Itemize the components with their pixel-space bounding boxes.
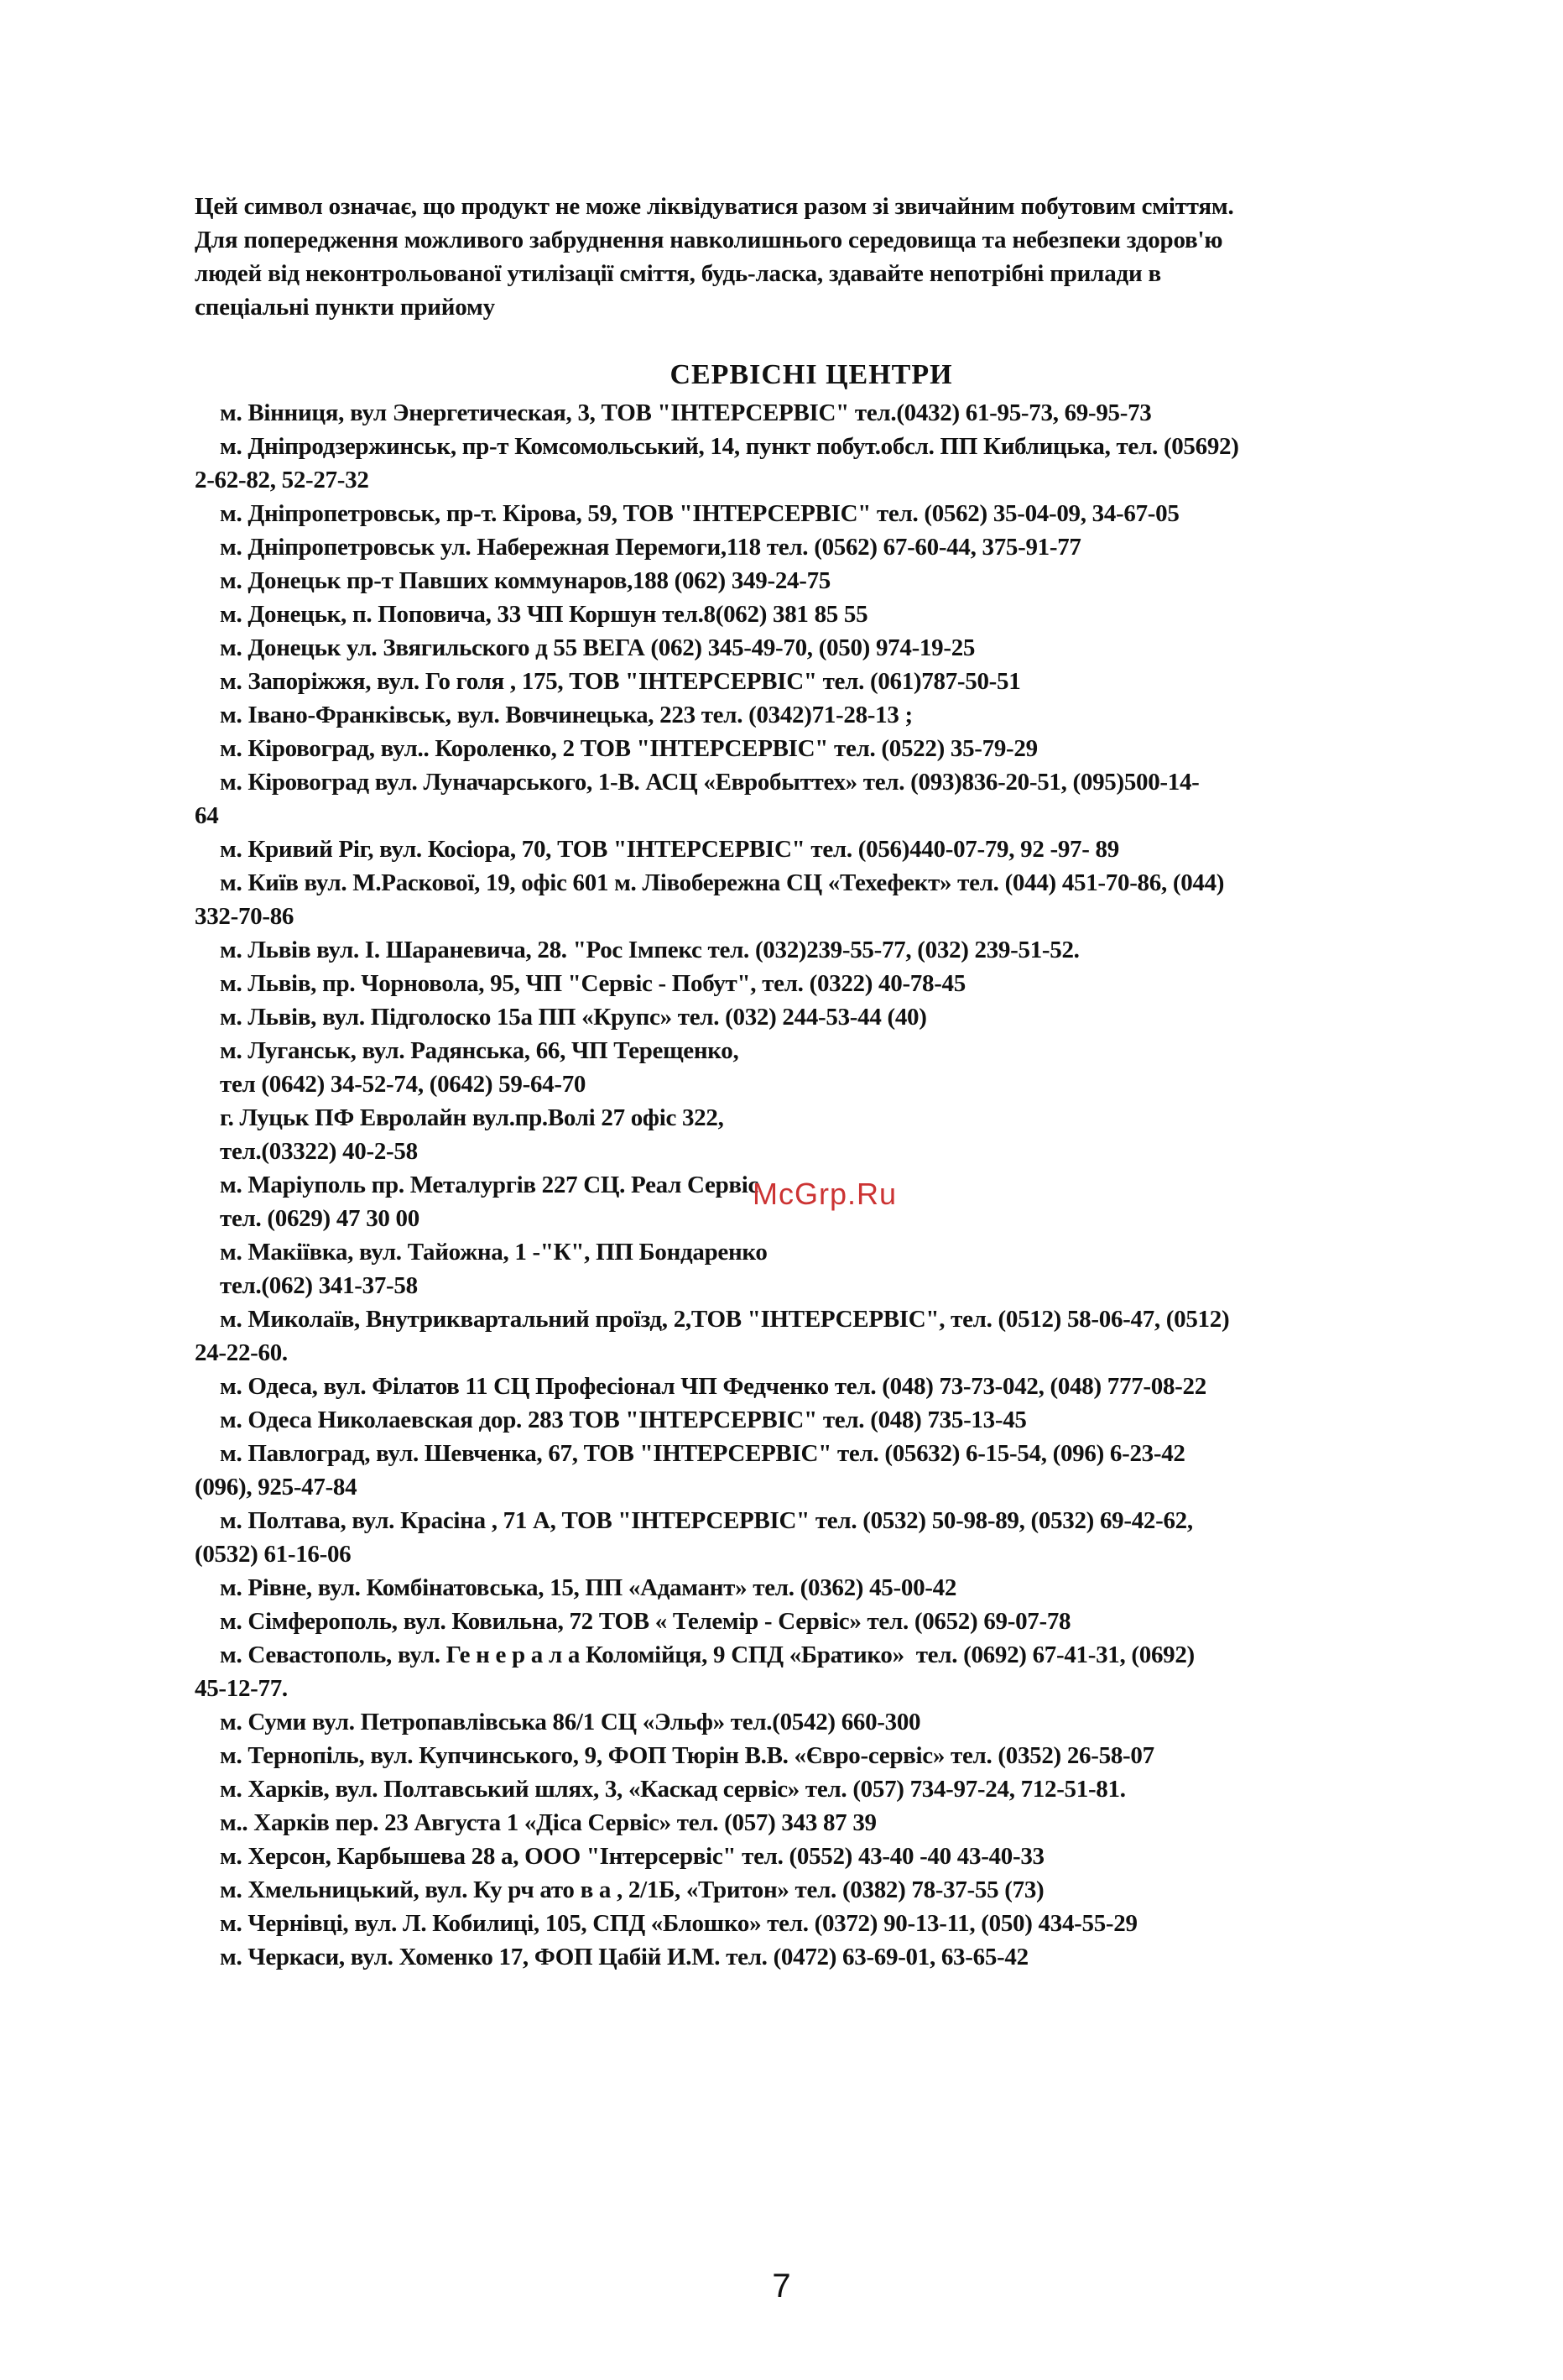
service-center-line: м. Дніпропетровськ ул. Набережная Перемоги,118 тел. (0562) 67-60-44, 375-91-77 xyxy=(220,534,1081,561)
service-center-entry xyxy=(195,497,1403,530)
service-centers-heading: СЕРВІСНІ ЦЕНТРИ xyxy=(669,359,953,390)
service-center-entry xyxy=(195,1840,1403,1873)
service-center-entry xyxy=(195,530,1403,564)
service-center-line: м. Київ вул. М.Раскової, 19, офіс 601 м. Лівобережна СЦ «Техефект» тел. (044) 451-70-86, (044) xyxy=(220,869,1225,896)
service-center-entry xyxy=(195,1772,1403,1806)
service-center-entry xyxy=(195,967,1403,1000)
service-center-entry xyxy=(195,1403,1403,1437)
service-center-continuation: тел. (0629) 47 30 00 xyxy=(220,1205,419,1232)
service-center-continuation: 45-12-77. xyxy=(195,1675,288,1702)
service-center-line: м. Рівне, вул. Комбінатовська, 15, ПП «Адамант» тел. (0362) 45-00-42 xyxy=(220,1574,957,1601)
service-center-line: м. Тернопіль, вул. Купчинського, 9, ФОП Тюрін В.В. «Євро-сервіс» тел. (0352) 26-58-07 xyxy=(220,1742,1154,1769)
service-center-entry xyxy=(195,1101,1403,1168)
service-center-continuation: 24-22-60. xyxy=(195,1339,288,1366)
service-center-entry xyxy=(195,866,1403,933)
service-center-entry xyxy=(195,1504,1403,1571)
service-center-entry xyxy=(195,1571,1403,1605)
service-center-line: м. Суми вул. Петропавлівська 86/1 СЦ «Эльф» тел.(0542) 660-300 xyxy=(220,1709,921,1735)
service-center-line: м. Вінниця, вул Энергетическая, 3, ТОВ "ІНТЕРСЕРВІС" тел.(0432) 61-95-73, 69-95-73 xyxy=(220,399,1152,426)
service-center-continuation: (0532) 61-16-06 xyxy=(195,1541,352,1568)
service-center-line: м. Львів вул. І. Шараневича, 28. "Рос Імпекс тел. (032)239-55-77, (032) 239-51-52. xyxy=(220,937,1080,963)
service-center-entry xyxy=(195,1034,1403,1101)
service-center-line: м. Миколаїв, Внутриквартальний проїзд, 2,ТОВ "ІНТЕРСЕРВІС", тел. (0512) 58-06-47, (0512) xyxy=(220,1306,1230,1333)
service-center-line: м. Луганськ, вул. Радянська, 66, ЧП Терещенко, xyxy=(220,1037,739,1064)
watermark: McGrp.Ru xyxy=(753,1177,898,1211)
service-center-line: м. Макіївка, вул. Тайожна, 1 -"К", ПП Бондаренко xyxy=(220,1239,768,1266)
service-center-entry xyxy=(195,1605,1403,1638)
service-center-entry xyxy=(195,1806,1403,1840)
service-center-entry xyxy=(195,598,1403,631)
service-center-entry xyxy=(195,732,1403,765)
service-center-line: м. Донецьк ул. Звягильского д 55 ВЕГА (062) 345-49-70, (050) 974-19-25 xyxy=(220,634,976,661)
service-center-line: м. Донецьк, п. Поповича, 33 ЧП Коршун тел.8(062) 381 85 55 xyxy=(220,601,868,628)
service-center-line: м. Івано-Франківськ, вул. Вовчинецька, 223 тел. (0342)71-28-13 ; xyxy=(220,702,913,728)
service-center-entry xyxy=(195,765,1403,832)
service-center-continuation: тел (0642) 34-52-74, (0642) 59-64-70 xyxy=(220,1071,586,1098)
service-center-line: г. Луцьк ПФ Евролайн вул.пр.Волі 27 офіс 322, xyxy=(220,1104,724,1131)
service-center-line: м. Кривий Ріг, вул. Косіора, 70, ТОВ "ІНТЕРСЕРВІС" тел. (056)440-07-79, 92 -97- 89 xyxy=(220,836,1119,863)
service-center-entry xyxy=(195,631,1403,665)
service-center-entry xyxy=(195,430,1403,497)
service-center-line: м. Одеса, вул. Філатов 11 СЦ Професіонал ЧП Федченко тел. (048) 73-73-042, (048) 777-08-22 xyxy=(220,1373,1206,1400)
service-center-entry xyxy=(195,1235,1403,1302)
service-center-entry xyxy=(195,1873,1403,1907)
service-center-entry xyxy=(195,1437,1403,1504)
service-center-line: м. Донецьк пр-т Павших коммунаров,188 (062) 349-24-75 xyxy=(220,567,831,594)
service-center-entry xyxy=(195,1739,1403,1772)
service-center-line: м. Одеса Николаевская дор. 283 ТОВ "ІНТЕРСЕРВІС" тел. (048) 735-13-45 xyxy=(220,1407,1027,1433)
service-center-entry xyxy=(195,1638,1403,1705)
service-center-line: м. Павлоград, вул. Шевченка, 67, ТОВ "ІНТЕРСЕРВІС" тел. (05632) 6-15-54, (096) 6-23-42 xyxy=(220,1440,1185,1467)
service-center-line: м. Кіровоград вул. Луначарського, 1-В. АСЦ «Евробыттех» тел. (093)836-20-51, (095)500-14- xyxy=(220,769,1200,796)
service-center-entry xyxy=(195,1302,1403,1370)
service-center-line: м. Полтава, вул. Красіна , 71 А, ТОВ "ІНТЕРСЕРВІС" тел. (0532) 50-98-89, (0532) 69-42-62, xyxy=(220,1507,1193,1534)
service-center-line: м. Кіровоград, вул.. Короленко, 2 ТОВ "ІНТЕРСЕРВІС" тел. (0522) 35-79-29 xyxy=(220,735,1038,762)
service-center-entry xyxy=(195,396,1403,430)
service-center-line: м. Львів, пр. Чорновола, 95, ЧП "Сервіс - Побут", тел. (0322) 40-78-45 xyxy=(220,970,966,997)
service-center-entry xyxy=(195,1000,1403,1034)
service-center-line: м. Харків, вул. Полтавський шлях, 3, «Каскад сервіс» тел. (057) 734-97-24, 712-51-81. xyxy=(220,1776,1126,1803)
service-center-entry xyxy=(195,1370,1403,1403)
service-center-continuation: тел.(03322) 40-2-58 xyxy=(220,1138,418,1165)
service-center-continuation: 64 xyxy=(195,802,219,829)
service-center-line: м. Сімферополь, вул. Ковильна, 72 ТОВ « Телемір - Сервіс» тел. (0652) 69-07-78 xyxy=(220,1608,1071,1635)
service-center-entry xyxy=(195,1907,1403,1940)
service-center-line: м. Львів, вул. Підголоско 15а ПП «Крупс» тел. (032) 244-53-44 (40) xyxy=(220,1004,927,1031)
disposal-notice xyxy=(195,190,1403,324)
service-center-line: м. Херсон, Карбышева 28 а, ООО "Інтерсервіс" тел. (0552) 43-40 -40 43-40-33 xyxy=(220,1843,1045,1870)
disposal-notice-line: спеціальні пункти прийому xyxy=(195,294,495,321)
service-center-line: м. Севастополь, вул. Ге н е р а л а Коломійця, 9 СПД «Братико» тел. (0692) 67-41-31, (0692) xyxy=(220,1641,1195,1668)
disposal-notice-line: людей від неконтрольованої утилізації сміття, будь-ласка, здавайте непотрібні прилади в xyxy=(195,260,1162,287)
service-center-continuation: (096), 925-47-84 xyxy=(195,1474,357,1501)
service-center-entry xyxy=(195,933,1403,967)
service-center-entry xyxy=(195,832,1403,866)
service-center-entry xyxy=(195,698,1403,732)
service-center-line: м.. Харків пер. 23 Августа 1 «Діса Сервіс» тел. (057) 343 87 39 xyxy=(220,1809,877,1836)
service-center-line: м. Дніпропетровськ, пр-т. Кірова, 59, ТОВ "ІНТЕРСЕРВІС" тел. (0562) 35-04-09, 34-67-05 xyxy=(220,500,1180,527)
service-center-entry xyxy=(195,665,1403,698)
service-center-entry xyxy=(195,1940,1403,1974)
service-center-continuation: 332-70-86 xyxy=(195,903,294,930)
disposal-notice-line: Для попередження можливого забруднення навколишнього середовища та небезпеки здоров'ю xyxy=(195,227,1223,253)
disposal-notice-line: Цей символ означає, що продукт не може ліквідуватися разом зі звичайним побутовим сміттям. xyxy=(195,193,1234,220)
service-center-entry xyxy=(195,564,1403,598)
service-center-line: м. Запоріжжя, вул. Го голя , 175, ТОВ "ІНТЕРСЕРВІС" тел. (061)787-50-51 xyxy=(220,668,1021,695)
service-center-line: м. Дніпродзержинськ, пр-т Комсомольський, 14, пункт побут.обсл. ПП Киблицька, тел. (05692) xyxy=(220,433,1239,460)
document-page xyxy=(195,190,1403,1974)
service-center-line: м. Маріуполь пр. Металургів 227 СЦ. Реал Сервіс xyxy=(220,1172,759,1198)
service-center-continuation: тел.(062) 341-37-58 xyxy=(220,1272,418,1299)
service-center-line: м. Чернівці, вул. Л. Кобилиці, 105, СПД «Блошко» тел. (0372) 90-13-11, (050) 434-55-29 xyxy=(220,1910,1138,1937)
service-center-line: м. Хмельницький, вул. Ку рч ато в а , 2/1Б, «Тритон» тел. (0382) 78-37-55 (73) xyxy=(220,1876,1045,1903)
service-center-line: м. Черкаси, вул. Хоменко 17, ФОП Цабій И.М. тел. (0472) 63-69-01, 63-65-42 xyxy=(220,1944,1029,1970)
service-center-continuation: 2-62-82, 52-27-32 xyxy=(195,467,369,493)
page-number: 7 xyxy=(772,2268,791,2304)
service-center-entry xyxy=(195,1705,1403,1739)
